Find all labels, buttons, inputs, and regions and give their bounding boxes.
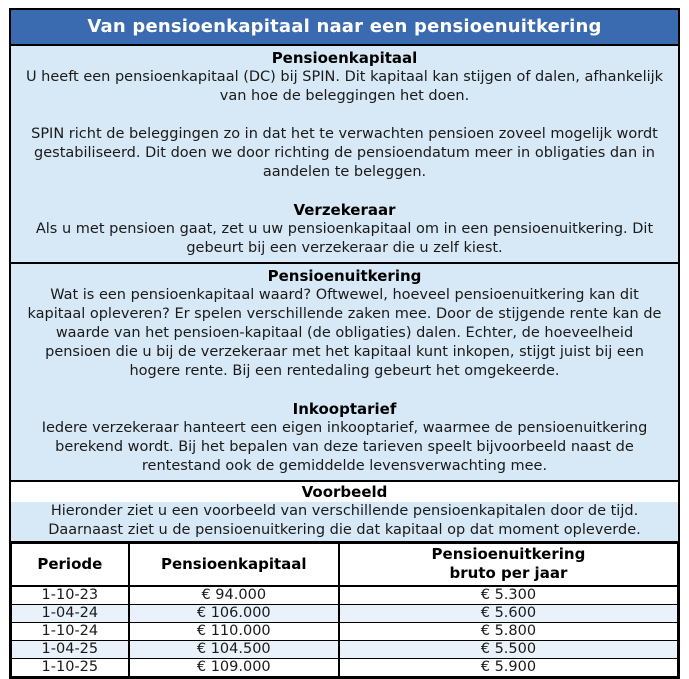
table-row xyxy=(12,659,678,677)
table-header-row xyxy=(12,544,678,587)
paragraph-pensioenkapitaal-1: U heeft een pensioenkapitaal (DC) bij SPIN. Dit kapitaal kan stijgen of dalen, afhankelijk van hoe de beleggingen het doen. xyxy=(25,69,664,104)
cell-periode: 1-04-24 xyxy=(12,605,129,623)
heading-voorbeeld: Voorbeeld xyxy=(11,482,678,502)
cell-periode: 1-10-24 xyxy=(12,623,129,641)
table-row xyxy=(12,586,678,605)
cell-pensioenkapitaal: € 106.000 xyxy=(129,605,339,623)
voorbeeld-line-1: Hieronder ziet u een voorbeeld van verschillende pensioenkapitalen door de tijd. xyxy=(50,503,639,519)
paragraph-verzekeraar-1: Als u met pensioen gaat, zet u uw pensioenkapitaal om in een pensioenuitkering. Dit gebeurt bij een verzekeraar die u zelf kiest. xyxy=(35,221,654,256)
section-pensioenuitkering xyxy=(11,264,678,482)
cell-pensioenuitkering: € 5.800 xyxy=(339,623,678,641)
page-title: Van pensioenkapitaal naar een pensioenuitkering xyxy=(87,16,602,37)
paragraph-pensioenkapitaal-2: SPIN richt de beleggingen zo in dat het te verwachten pensioen zoveel mogelijk wordt gestabiliseerd. Dit doen we door richting de pensioendatum meer in obligaties dan in aandelen te beleggen. xyxy=(31,126,658,180)
paragraph-inkooptarief-1: Iedere verzekeraar hanteert een eigen inkooptarief, waarmee de pensioenuitkering berekend wordt. Bij het bepalen van deze tarieven speelt bijvoorbeeld naast de rentestand ook de gemiddelde levensverwachting mee. xyxy=(41,420,648,474)
document-frame xyxy=(9,8,680,679)
cell-pensioenkapitaal: € 109.000 xyxy=(129,659,339,677)
table-header-pensioenuitkering-line1: Pensioenuitkering xyxy=(431,545,586,563)
cell-pensioenuitkering: € 5.900 xyxy=(339,659,678,677)
table-row xyxy=(12,641,678,659)
heading-verzekeraar: Verzekeraar xyxy=(293,201,396,219)
voorbeeld-description xyxy=(11,502,678,541)
cell-periode: 1-10-23 xyxy=(12,586,129,605)
voorbeeld-line-2: Daarnaast ziet u de pensioenuitkering die dat kapitaal op dat moment opleverde. xyxy=(48,522,641,538)
cell-periode: 1-10-25 xyxy=(12,659,129,677)
table-header-pensioenuitkering xyxy=(339,544,678,587)
section-pensioenkapitaal xyxy=(11,46,678,264)
heading-inkooptarief: Inkooptarief xyxy=(292,400,397,418)
heading-pensioenuitkering: Pensioenuitkering xyxy=(267,267,422,285)
table-header-pensioenkapitaal: Pensioenkapitaal xyxy=(129,544,339,587)
pension-values-table xyxy=(11,543,678,677)
cell-pensioenuitkering: € 5.600 xyxy=(339,605,678,623)
cell-pensioenuitkering: € 5.300 xyxy=(339,586,678,605)
table-row xyxy=(12,623,678,641)
paragraph-pensioenuitkering-1: Wat is een pensioenkapitaal waard? Oftwewel, hoeveel pensioenuitkering kan dit kapitaal opleveren? Er spelen verschillende zaken mee. Door de stijgende rente kan de waarde van het pensioen-kapitaal (de obligaties) dalen. Echter, de hoeveelheid pensioen die u bij de verzekeraar met het kapitaal kunt inkopen, stijgt juist bij een hogere rente. Bij een rentedaling gebeurt het omgekeerde. xyxy=(27,287,662,379)
cell-pensioenkapitaal: € 94.000 xyxy=(129,586,339,605)
cell-pensioenuitkering: € 5.500 xyxy=(339,641,678,659)
cell-periode: 1-04-25 xyxy=(12,641,129,659)
cell-pensioenkapitaal: € 110.000 xyxy=(129,623,339,641)
section-voorbeeld xyxy=(11,482,678,543)
title-bar xyxy=(11,10,678,46)
cell-pensioenkapitaal: € 104.500 xyxy=(129,641,339,659)
table-header-periode: Periode xyxy=(12,544,129,587)
table-header-pensioenuitkering-line2: bruto per jaar xyxy=(449,564,568,582)
table-row xyxy=(12,605,678,623)
heading-pensioenkapitaal: Pensioenkapitaal xyxy=(271,49,418,67)
